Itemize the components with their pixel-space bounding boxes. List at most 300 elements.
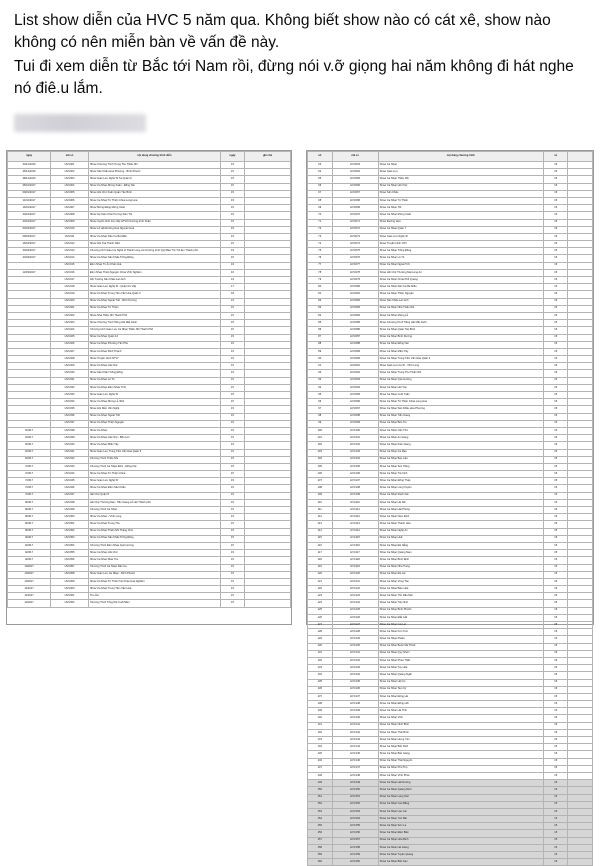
table-cell: Show Ca Nhạc Đồng Hới: [378, 701, 543, 708]
table-cell: 15: [543, 399, 568, 406]
table-cell: [568, 485, 593, 492]
table-cell: [568, 507, 593, 514]
table-cell: Show Ca Nhạc Nha Trang: [378, 564, 543, 571]
header-date: ngày: [8, 152, 51, 162]
table-cell: [568, 859, 593, 866]
table-cell: HVC045: [51, 478, 89, 485]
table-cell: [8, 320, 51, 327]
table-cell: [568, 744, 593, 751]
table-row: [8, 205, 291, 212]
table-cell: 15: [543, 190, 568, 197]
table-cell: 15: [543, 665, 568, 672]
table-cell: HVC065: [332, 176, 378, 183]
table-row: [308, 758, 593, 765]
table-cell: HVC120: [332, 571, 378, 578]
table-cell: Show Ca Nhạc Miền Tây: [88, 442, 220, 449]
table-cell: HVC133: [332, 665, 378, 672]
table-cell: HVC155: [332, 823, 378, 830]
header-code: mã số: [332, 152, 378, 162]
table-cell: Chương Trình Tổng Kết Cuối Năm: [88, 600, 220, 607]
table-cell: [568, 478, 593, 485]
table-cell: 15: [220, 449, 244, 456]
table-cell: [568, 564, 593, 571]
table-row: [8, 305, 291, 312]
table-row: [8, 420, 291, 427]
table-cell: 15: [220, 327, 244, 334]
table-row: [308, 636, 593, 643]
table-cell: Chương Trình Ca Nhạc: [88, 507, 220, 514]
table-cell: [8, 291, 51, 298]
table-cell: 118: [308, 557, 333, 564]
table-cell: 7/2017: [8, 463, 51, 470]
table-cell: 88: [308, 341, 333, 348]
table-cell: [568, 816, 593, 823]
table-cell: Show Giao Lưu Ca Sĩ - Vĩnh Long: [378, 363, 543, 370]
table-cell: HVC025: [51, 334, 89, 341]
table-cell: [8, 277, 51, 284]
table-cell: [568, 607, 593, 614]
table-row: [308, 665, 593, 672]
table-row: [8, 399, 291, 406]
table-row: [308, 219, 593, 226]
table-cell: 6/2017: [8, 435, 51, 442]
table-cell: [245, 370, 291, 377]
table-cell: HVC054: [51, 542, 89, 549]
table-cell: 89: [308, 348, 333, 355]
table-cell: HVC033: [51, 392, 89, 399]
table-cell: HVC102: [332, 442, 378, 449]
table-cell: 73: [308, 233, 333, 240]
table-row: [308, 737, 593, 744]
table-cell: HVC158: [332, 844, 378, 851]
table-cell: [245, 183, 291, 190]
table-cell: Show Ca Nhạc Bình Định: [378, 557, 543, 564]
table-cell: Show Ca Nhạc Long Xuyên: [378, 485, 543, 492]
table-cell: 05/01/2017: [8, 183, 51, 190]
table-cell: [8, 341, 51, 348]
table-cell: 126: [308, 614, 333, 621]
table-cell: [568, 722, 593, 729]
table-cell: HVC006: [51, 197, 89, 204]
table-cell: [568, 449, 593, 456]
table-cell: Show Giao Lưu Ca Nhạc - Bình Phước: [88, 571, 220, 578]
table-cell: HVC089: [332, 348, 378, 355]
table-cell: [568, 514, 593, 521]
table-cell: HVC038: [51, 427, 89, 434]
table-cell: 7/2017: [8, 478, 51, 485]
table-cell: HVC019: [51, 291, 89, 298]
table-cell: HVC074: [332, 241, 378, 248]
table-row: [8, 248, 291, 255]
table-cell: [568, 557, 593, 564]
table-row: [308, 823, 593, 830]
table-cell: HVC107: [332, 478, 378, 485]
table-row: [308, 507, 593, 514]
table-row: [308, 262, 593, 269]
table-cell: Show Ca Nhạc Ngoài Trời: [378, 262, 543, 269]
table-cell: HVC093: [332, 377, 378, 384]
table-row: [8, 456, 291, 463]
table-cell: 110: [308, 499, 333, 506]
table-cell: 15: [220, 557, 244, 564]
table-cell: Show Ca Nhạc Tuyên Quang: [378, 852, 543, 859]
table-row: [8, 571, 291, 578]
table-cell: [8, 384, 51, 391]
table-cell: Show Ca Nhạc Từ Thiện Chùa: [88, 471, 220, 478]
table-cell: HVC087: [332, 334, 378, 341]
table-cell: 15: [220, 471, 244, 478]
table-cell: Show Ca Nhạc Cuối Tuần: [378, 392, 543, 399]
table-cell: [8, 413, 51, 420]
table-cell: HVC121: [332, 578, 378, 585]
table-cell: HVC026: [51, 341, 89, 348]
table-row: [308, 427, 593, 434]
table-cell: 155: [308, 823, 333, 830]
table-cell: [568, 600, 593, 607]
table-cell: [568, 169, 593, 176]
table-cell: 21: [220, 298, 244, 305]
table-cell: 15: [543, 542, 568, 549]
table-cell: 152: [308, 801, 333, 808]
table-cell: [568, 758, 593, 765]
table-cell: HVC049: [51, 507, 89, 514]
table-cell: 15: [220, 420, 244, 427]
table-cell: HVC104: [332, 456, 378, 463]
post-paragraph-2: Tui đi xem diễn từ Bắc tới Nam rồi, đừng nói v.ỡ giọng hai năm không đi hát nghe nó điê.u lắm.: [14, 58, 574, 97]
table-cell: Show Ca Nhạc Bắc Ninh: [378, 744, 543, 751]
table-cell: Show Ca Nhạc Nhà Thiếu Nhi: [378, 305, 543, 312]
table-cell: Show Ca Nhạc Sân Khấu Hoa Phượng: [378, 406, 543, 413]
table-cell: 15: [543, 578, 568, 585]
table-cell: [568, 248, 593, 255]
table-cell: 15: [220, 514, 244, 521]
table-cell: 15: [543, 780, 568, 787]
table-cell: Show Ca Nhạc Lạng Sơn: [378, 794, 543, 801]
table-cell: HVC071: [332, 219, 378, 226]
redacted-author-name: [14, 114, 146, 132]
table-cell: 28/12/2016: [8, 176, 51, 183]
table-cell: 113: [308, 521, 333, 528]
table-row: [8, 255, 291, 262]
table-cell: 20/02/2017: [8, 248, 51, 255]
table-cell: Show Ca Nhạc Bình Phước: [378, 607, 543, 614]
table-cell: 95: [308, 392, 333, 399]
table-cell: 15: [220, 406, 244, 413]
table-cell: [245, 485, 291, 492]
table-header-row: [308, 152, 593, 162]
table-cell: Show Ca Nhạc Hội An: [378, 679, 543, 686]
table-row: [308, 471, 593, 478]
table-row: [308, 578, 593, 585]
table-cell: 15: [543, 686, 568, 693]
table-cell: Show Ca Nhạc Chùa Phổ Quang: [378, 277, 543, 284]
table-cell: [568, 162, 593, 169]
table-cell: [568, 471, 593, 478]
table-cell: 19: [220, 262, 244, 269]
table-cell: 111: [308, 507, 333, 514]
table-cell: [245, 514, 291, 521]
table-cell: [245, 420, 291, 427]
table-cell: 15: [220, 392, 244, 399]
table-cell: Show Ca Nhạc Bạc Liêu: [378, 456, 543, 463]
table-cell: 15: [220, 377, 244, 384]
table-cell: 128: [308, 629, 333, 636]
table-cell: 15: [543, 816, 568, 823]
table-cell: 65: [308, 176, 333, 183]
table-cell: HVC097: [332, 406, 378, 413]
table-row: [308, 550, 593, 557]
table-cell: Show Ca Nhạc Trung Tâm Văn Hóa: [88, 586, 220, 593]
table-cell: HVC115: [332, 535, 378, 542]
table-cell: [245, 564, 291, 571]
table-cell: [245, 169, 291, 176]
table-row: [8, 241, 291, 248]
table-cell: HVC060: [51, 586, 89, 593]
table-cell: HVC088: [332, 341, 378, 348]
table-cell: 15: [543, 255, 568, 262]
table-cell: [245, 226, 291, 233]
table-cell: HVC073: [332, 233, 378, 240]
table-cell: HVC022: [51, 312, 89, 319]
table-cell: 23/12/2016: [8, 162, 51, 169]
table-cell: Show Chương Trình Tiếng Hát Mãi Xanh: [88, 320, 220, 327]
table-row: [8, 578, 291, 585]
table-cell: HVC103: [332, 449, 378, 456]
table-cell: [568, 399, 593, 406]
table-row: [8, 284, 291, 291]
table-row: [308, 284, 593, 291]
table-cell: 136: [308, 686, 333, 693]
table-cell: 15: [220, 499, 244, 506]
table-cell: HVC110: [332, 499, 378, 506]
table-cell: 15: [220, 305, 244, 312]
table-cell: Show Ca Nhạc Tuy Hòa: [378, 665, 543, 672]
table-cell: [568, 341, 593, 348]
table-cell: Show Ca Nhạc Thái Nguyên: [378, 758, 543, 765]
table-cell: [568, 406, 593, 413]
table-row: [308, 844, 593, 851]
table-row: [308, 291, 593, 298]
table-cell: HVC096: [332, 399, 378, 406]
table-cell: 15: [543, 384, 568, 391]
table-cell: HVC032: [51, 384, 89, 391]
table-cell: 105: [308, 463, 333, 470]
table-cell: 15: [220, 241, 244, 248]
table-cell: HVC012: [51, 241, 89, 248]
table-cell: 15: [220, 586, 244, 593]
table-row: [308, 197, 593, 204]
table-cell: Show Ca Nhạc Miền Tây: [378, 348, 543, 355]
table-cell: Chương Trình Ca Nhạc Đêm - Đồng Nai: [88, 463, 220, 470]
table-cell: Show Ca Nhạc Thanh Hóa: [378, 521, 543, 528]
table-cell: HVC052: [51, 528, 89, 535]
table-cell: [245, 449, 291, 456]
table-cell: 83: [308, 305, 333, 312]
table-cell: 64: [308, 169, 333, 176]
table-cell: 15: [543, 701, 568, 708]
table-cell: 67: [308, 190, 333, 197]
table-cell: 15: [543, 758, 568, 765]
table-cell: 10/2017: [8, 564, 51, 571]
table-cell: 15: [220, 535, 244, 542]
table-cell: 75: [308, 248, 333, 255]
table-cell: [568, 291, 593, 298]
table-cell: HVC010: [51, 226, 89, 233]
table-cell: HVC151: [332, 794, 378, 801]
table-cell: HVC029: [51, 363, 89, 370]
table-cell: [568, 787, 593, 794]
table-cell: 15: [543, 291, 568, 298]
table-cell: 15: [543, 507, 568, 514]
table-cell: [8, 348, 51, 355]
table-cell: 117: [308, 550, 333, 557]
table-cell: 79: [308, 277, 333, 284]
table-cell: 15: [543, 327, 568, 334]
table-cell: 15: [543, 722, 568, 729]
table-cell: Show Ca Nhạc Ngoài Trời: [88, 413, 220, 420]
table-cell: 69: [308, 205, 333, 212]
table-cell: 19: [220, 248, 244, 255]
table-cell: [568, 219, 593, 226]
table-row: [308, 449, 593, 456]
table-cell: HVC139: [332, 708, 378, 715]
spreadsheet-screenshot: [0, 148, 600, 863]
table-cell: 72: [308, 226, 333, 233]
table-cell: 15: [543, 708, 568, 715]
table-cell: 15: [543, 169, 568, 176]
table-row: [308, 837, 593, 844]
table-cell: 15: [220, 176, 244, 183]
table-cell: 15: [543, 435, 568, 442]
table-cell: HVC136: [332, 686, 378, 693]
table-cell: 15: [220, 356, 244, 363]
table-cell: HVC004: [51, 183, 89, 190]
table-cell: [568, 205, 593, 212]
table-cell: Show Ca Nhạc Hội Trại: [378, 384, 543, 391]
table-cell: 15: [543, 212, 568, 219]
table-cell: 8/2017: [8, 528, 51, 535]
table-row: [8, 471, 291, 478]
table-cell: HVC062: [51, 600, 89, 607]
header-description: nội dung chương trình diễn: [88, 152, 220, 162]
table-cell: 135: [308, 679, 333, 686]
table-cell: HVC085: [332, 320, 378, 327]
table-cell: Show Ca Nhạc Thái Bình: [378, 729, 543, 736]
table-cell: Show Ca Nhạc Bến Tre: [378, 420, 543, 427]
table-cell: Show Ca Nhạc Vĩnh Phúc: [378, 772, 543, 779]
table-cell: Show Ca Nhạc Sân Khấu Trống Đồng: [88, 535, 220, 542]
table-row: [8, 291, 291, 298]
table-cell: [568, 262, 593, 269]
table-cell: [245, 377, 291, 384]
table-cell: HVC066: [332, 183, 378, 190]
table-cell: HVC079: [332, 277, 378, 284]
table-cell: 15: [543, 413, 568, 420]
table-cell: HVC124: [332, 600, 378, 607]
table-cell: [8, 420, 51, 427]
table-cell: HVC116: [332, 542, 378, 549]
table-cell: 7/2017: [8, 485, 51, 492]
table-cell: 15: [543, 801, 568, 808]
table-cell: [568, 629, 593, 636]
table-cell: [245, 255, 291, 262]
table-cell: 15: [543, 312, 568, 319]
table-cell: [568, 837, 593, 844]
table-cell: Show Ca Nhạc Hội Chợ: [378, 183, 543, 190]
table-cell: [568, 586, 593, 593]
table-cell: HVC147: [332, 765, 378, 772]
table-cell: 15: [220, 205, 244, 212]
table-cell: Show Ca Nhạc Tết: [378, 205, 543, 212]
table-cell: Show Ca Nhạc: [378, 162, 543, 169]
table-cell: 15: [543, 471, 568, 478]
table-row: [8, 226, 291, 233]
table-cell: [568, 277, 593, 284]
table-cell: [245, 341, 291, 348]
table-cell: 15: [543, 205, 568, 212]
table-cell: HVC142: [332, 729, 378, 736]
table-cell: [568, 542, 593, 549]
table-row: [308, 715, 593, 722]
table-cell: [568, 794, 593, 801]
table-header-row: [8, 152, 291, 162]
table-cell: [8, 399, 51, 406]
table-cell: [568, 528, 593, 535]
table-cell: [245, 305, 291, 312]
table-cell: 15: [220, 492, 244, 499]
table-cell: 15: [220, 485, 244, 492]
table-cell: HVC063: [332, 162, 378, 169]
table-cell: [245, 571, 291, 578]
table-cell: 142: [308, 729, 333, 736]
table-row: [8, 528, 291, 535]
table-cell: 15: [220, 463, 244, 470]
table-cell: 120: [308, 571, 333, 578]
table-cell: [245, 241, 291, 248]
table-cell: HVC140: [332, 715, 378, 722]
table-cell: Show Ca Nhạc Quận Tân Bình: [378, 327, 543, 334]
table-cell: 15: [220, 197, 244, 204]
table-cell: 158: [308, 844, 333, 851]
table-row: [8, 334, 291, 341]
table-cell: HVC055: [51, 550, 89, 557]
table-cell: 15: [543, 751, 568, 758]
table-cell: 15: [220, 507, 244, 514]
table-cell: 08/02/2017: [8, 233, 51, 240]
table-cell: Show Giao Lưu Trung Tâm Văn Hóa Quận 5: [88, 449, 220, 456]
table-cell: 23/01/2017: [8, 219, 51, 226]
table-cell: 102: [308, 442, 333, 449]
table-cell: HVC040: [51, 442, 89, 449]
table-cell: Show Ca Nhạc Từ Thiện: [378, 197, 543, 204]
table-row: [308, 341, 593, 348]
table-row: [8, 485, 291, 492]
table-cell: HVC059: [51, 578, 89, 585]
table-cell: [245, 176, 291, 183]
table-cell: HVC119: [332, 564, 378, 571]
table-cell: 15: [543, 744, 568, 751]
table-cell: 132: [308, 657, 333, 664]
table-cell: 15: [543, 571, 568, 578]
table-cell: [568, 729, 593, 736]
table-cell: Chương trình Giao Lưu Ca Nhạc Thiếu Nhi Thành Phố: [88, 327, 220, 334]
table-cell: HVC058: [51, 571, 89, 578]
table-cell: 125: [308, 607, 333, 614]
table-cell: [245, 542, 291, 549]
table-cell: 19: [220, 277, 244, 284]
table-row: [8, 169, 291, 176]
table-cell: 16/01/2017: [8, 205, 51, 212]
